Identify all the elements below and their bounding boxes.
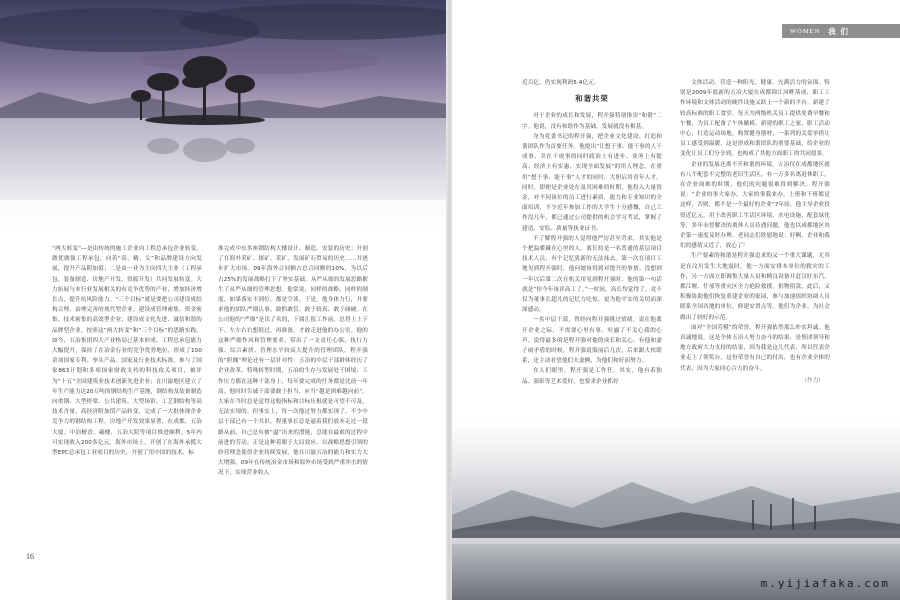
- left-page: [0, 0, 448, 600]
- header-english: WOMEN: [790, 27, 821, 35]
- paragraph: 不了解程开强的人觉得他严厉甚至苛求，其实他是个把温暖藏在心里的人。离长持是一名普通的基层项目技术人员，有个记忆犹新的无法抹去。第一次在项目工地见到程开强时，他问她该得到对提升的事情。没想到一年以后第二次在机关用见到程开强时，他的第一句话就是“你今年该评高工了。”一时间，高长均觉得了，竟不仅为董事长超凡的记忆力吃惊，更为他平实的关切而深深感动。: [522, 235, 662, 314]
- paragraph: 对于企业的成长和发展，程开强特别推崇“和谐”二字。他说，没有和谐作为基础，发展就没有根基。: [522, 113, 662, 130]
- paragraph: 面对“全国劳模”的荣誉，程开强依然那么朴实坦诚。他真诚地说，这是全体五冶人努力奋斗的结果，是集团领导和地方政府大力支持的结果，因为我是这儿代表，所以代表企业走上了领奖台，这份荣誉有自己的付出，也有企业全体的代表，因为大家同心合力的奋斗。: [680, 324, 830, 372]
- paragraph: 企业的发展还离不开和谐的环境。五冶仅在成都地区就有八个配套不完整的老旧生活区，有一万多名离退休职工。在企业面难的时期，他们的问题很难得到解决。程开强说：“企业的事大家办，大家的事我来办，上班和下班都是这样，否则，都不是一个最好的企业”7年间，他主导企业投资近亿元，用于改善职工生活区环境、水电设施、配套绿化等，多年未曾解决的离休人员待遇问题，他也以成都地区央企第一速度及时办理。老同志们欣慰地说：好啊，企业和我们的感情又近了，放心了！: [680, 161, 830, 250]
- site-watermark: m.yijiafaka.com: [760, 577, 890, 590]
- paragraph: 文体活动、营造一种阳光、健康、充满活力的氛围。特别是2009年底新的五冶大厦在成都锦江河畔落成，职工工作环境和文体活动的硬件设施又跃上一个新的平台。新建了较高标准的职工食堂，每天为两级机关员工提供免费早餐和午餐，为员工配备了午休躺椅，新建的职工之家、职工活动中心，打造运动场地，购置健身器材，一系列的关爱举措让员工感受到温暖，这是形成和谐团队的重要基础，给企业的变化让员工们分享到，也构成了其他方面职工的共同愿景。: [680, 80, 830, 158]
- paragraph: 生产要素的和谐是程开强追求的又一个重大课题，尤其是在汶川发生大地震时，他一方面安排本单位的救灾的工作，另一方面立即调集大量人员和精良设备并赶汉旺东汽、都江堰、什邡等重灾区全力抢险救援，捐物捐款。此后，又积极协助他们恢复重建企业的家园，参与加速组织协调人员联系全国各地的单位，修建安置点等。他们为企业、为社会做出了较好的示范。: [680, 253, 830, 321]
- right-page: [452, 0, 900, 600]
- section-header: [782, 24, 900, 38]
- left-column-1: “两大转变”—是由传统的施工企业向工程总承包企业转变，做优做强工程承包，向着“高、精、尖”和品牌建设方向发展，提升产品附加值；二是由一业为主向四大主业（工程承包、装备制造、房地产开发、资源开发）共同发展转变。大力拓展与本行业发展相关的有竞争优势的产业，增加经济增长点，提升抗风险能力。“三个目标”就是要把公司建设成结构合理、治理完善的现代型企业；建设成管理密集、资金密集、技术密集的高效型企业；建设成文化先进、诚信和谐的品牌型企业。按照这“两大转变”和“三个目标”的思路实践，如今，五冶集团四大产业格局已基本形成。工程总承包能力大幅提升，保持了在冶金行业的竞争优势地位，形成了100余项国家专利、拳头产品。国家及行业技术标准，参与了国家863计划和多项国家财政支持的科技攻关项目，被评为“十五”全国建筑业技术创新先进企业；在川渝地区建立了年生产能力达20万吨的钢结构生产基地，钢结构及装备制造向重钢、大型桥梁、公共建筑、大型场馆、工艺钢结构等高技术含量、高经济附加值产品转变，完成了一大批体现企业竞争力的钢结构工程。房地产开发效果显著，在成都，五冶大厦、中冶檀香、羲楼、五冶大院等项目推进顺利。5年内可实现收入200多亿元。海外市场上，开创了在海外承揽大型EPC总承包工业项目的历史，开创了用中国的技术、标: [52, 246, 202, 457]
- author-attribution: （作力）: [801, 377, 824, 384]
- paragraph: 身为党委书记的程开强，把企业文化建设、打造和谐团队作为首要任务。他提出“让想干事、能干事的人干成事，并在干成事的同时政治上有进步、业务上有提高、经济上有实惠、实现全面发展”的用人理念。在重用“想干事、能干事”人才的同时，大胆启用青年人才。同时，即便是企业处在及其困难的时期，他投入大量资金，对不同岗位的员工进行素质、能力和专业知识的全面培训，不少近年参加工作的大学生十分感慨，自己工作没几年，都已通过公司提供的机会学习考试，掌握了建造、安监、质量等执业证书。: [522, 133, 662, 232]
- page-number: 16: [26, 552, 34, 561]
- header-chinese: 我 们: [828, 26, 849, 36]
- left-column-2: 准完成中东多座钢结构大楼设计、制造、安装的历史；开创了在海外采矿、探矿、采矿、发展矿石贸易的历史……并逐步扩大市场。09年海外合同额占总合同额的10%，为以后占25%的发展战略打下了坚实基础。从严从细的发展思路催生了从严从细的管理思想。他常说，同样的战略、同样的制度、如果落实不到位，都是空谈。于是，他身体力行，并要求他的团队严细认事、敢抓敢管、敢于较真、敢于碰硬。在公司他的“严细”是出了名的，下属汇报工作前，总得上上下下、左左右右想很过，再准备，才敢走进他的办公室。他的这种严细作风和管理要求，带出了一支责任心强、执行力强、综合素质、管理水平较高大提升的管理团队。程开强的“胆魄”理论还有一层针对性：五冶的中层干部群体经历了企业改革、特殊转型时期，五冶的生存与发展处于困境、工作压力都在这种干部身上，每年要完成的任务都是比前一年高。他时时告诫干部要敢于担当，应当“越是困难越向前”。大家在当时总是觉得这般指标和目标压根就是可望不可及，无法实现的。但事实上，每一次他过努力都实现了，不少中层干部已有一个共识，程董事长总是逼着我们放弃走过一段路从前，自己总有被“逼”出来的潜能，总能在最艰的过程中前进的劳动。正是这种着眼于大局效应、以战略思想引领的经营理念使得企业持续发展，他在川渝五冶的能力和实力大大增强，09年在传统冶金市场和海外市场受到严重冲击的情况下，实现营业收入: [218, 246, 368, 477]
- paragraph: 在人们眼里，程开强是工作狂。其实，他有着独品、强影等艺术爱好，也要求企业抓好: [522, 368, 662, 385]
- section-title: 和谐共荣: [575, 94, 609, 104]
- misty-lake-photo: [452, 420, 900, 600]
- lead-line: 近百亿，仍实现利润5.4亿元。: [522, 80, 600, 86]
- landscape-photo-trees-lake: [0, 0, 448, 230]
- paragraph: 一名中层干部，曾经向程开强挑过情绪，说在他离开企业之际，不需要心里有事、吐露了不关心我的心声。说得最多的是程开强对他的成长和关心。有他和妻子闹矛盾的时候，程开强说服前后几次，后来跟大伙联系，还主动看望他们夫妻俩，为他们和好而努力。: [522, 317, 662, 365]
